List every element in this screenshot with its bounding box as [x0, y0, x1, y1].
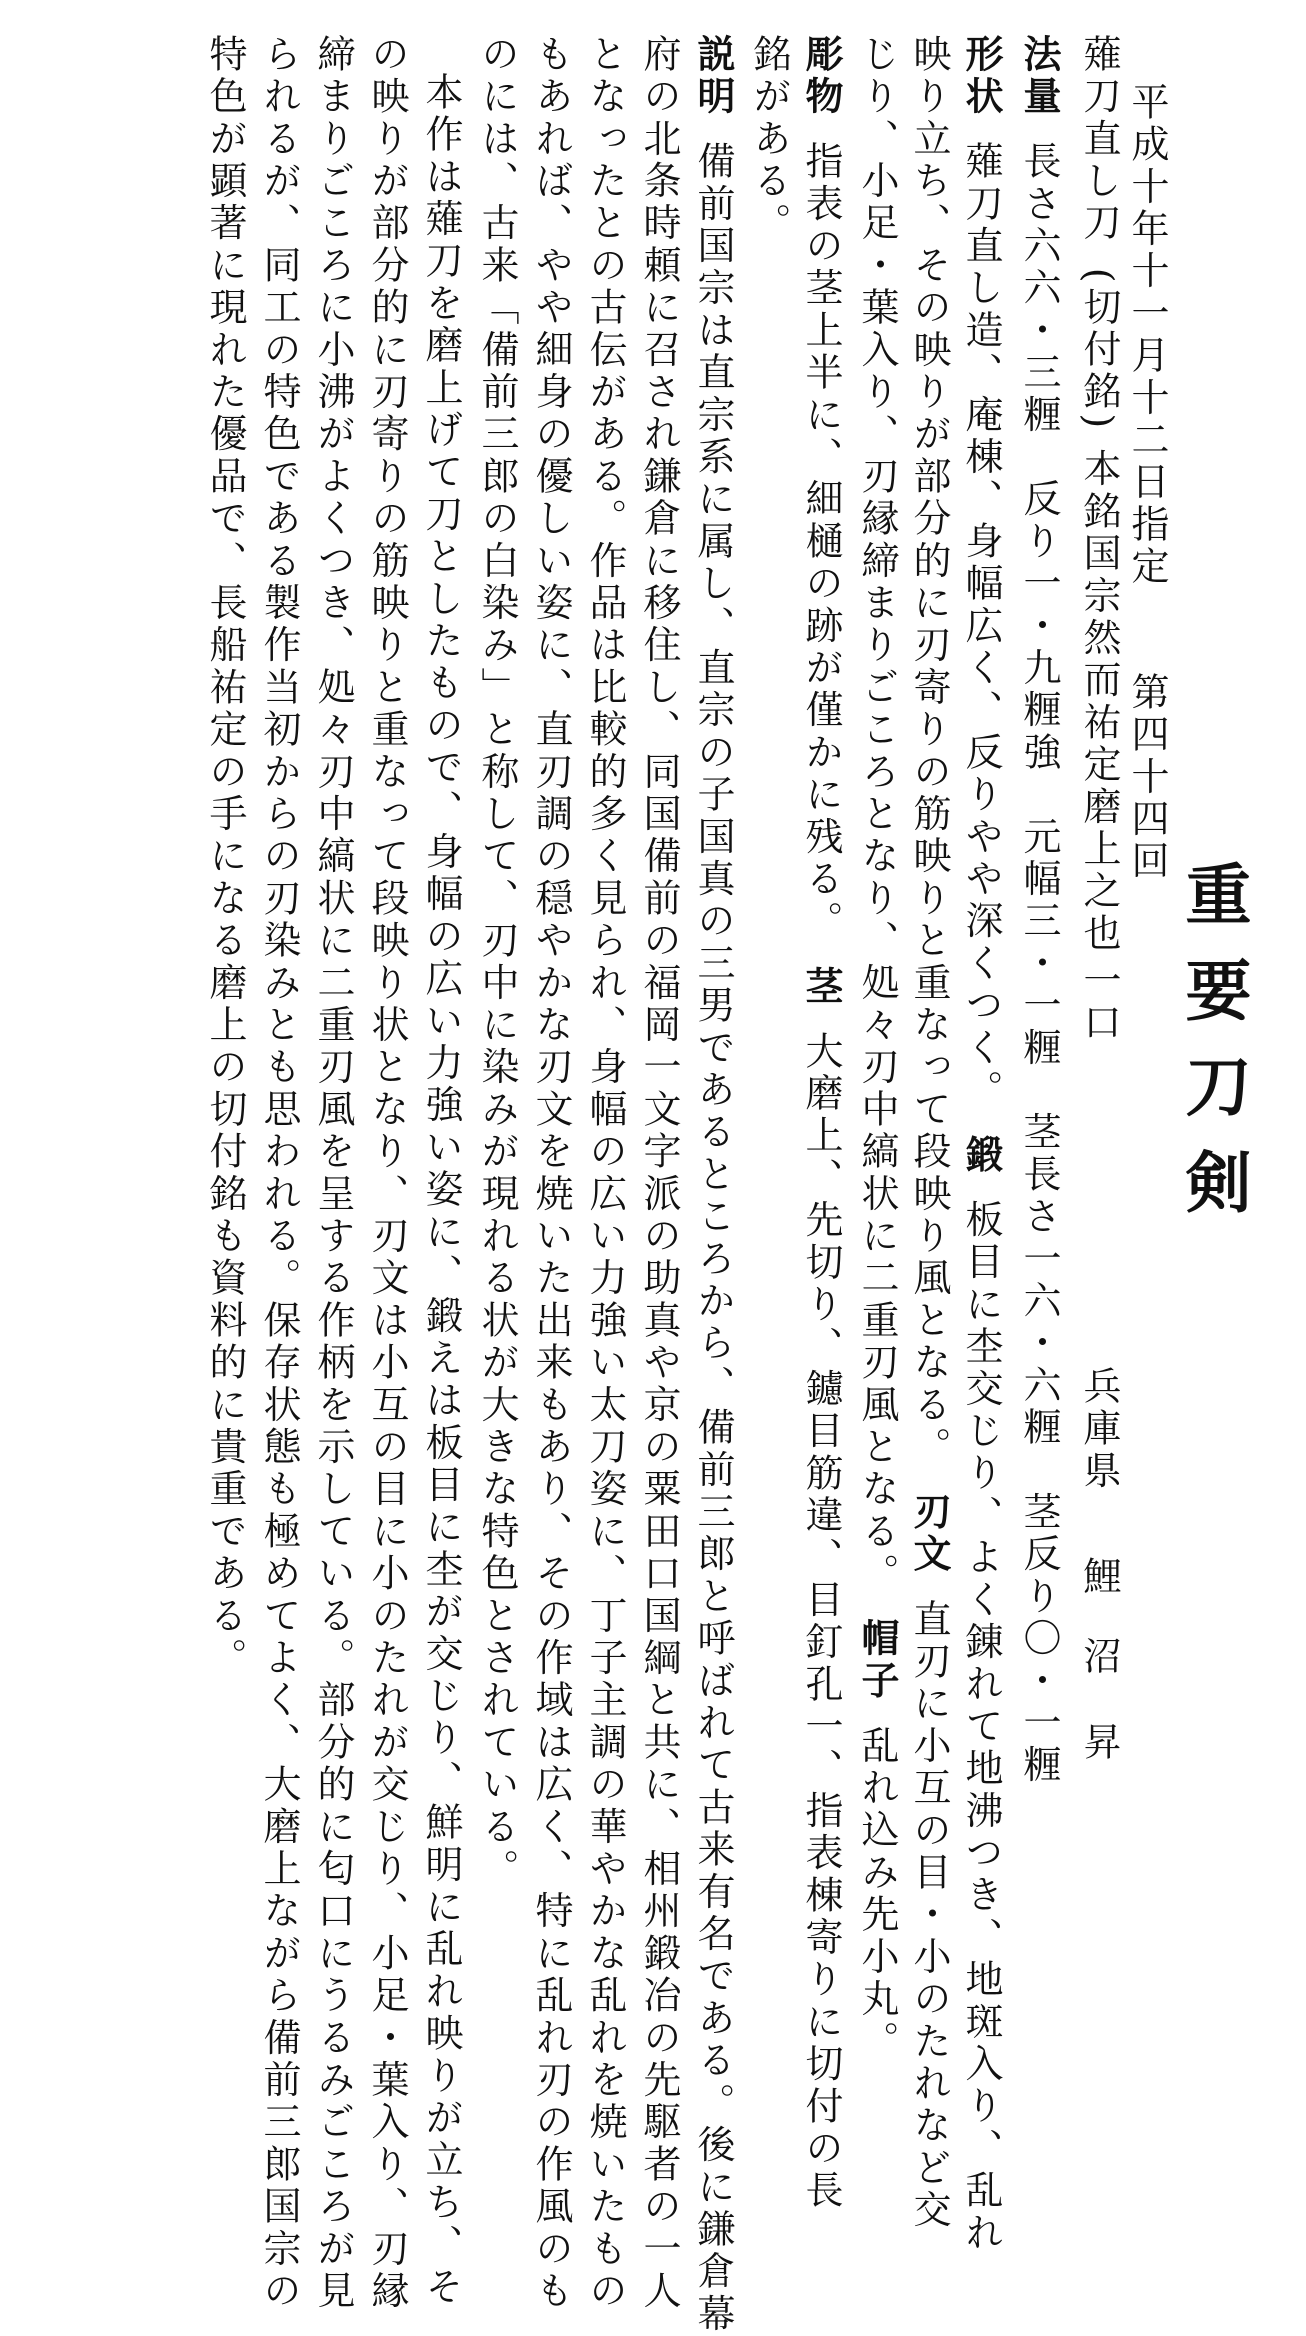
kitae-heading: 鍛	[959, 1134, 1003, 1177]
explanation-line-8: 締まりごころに小沸がよくつき、処々刃中縞状に二重刃風を呈する作柄を示している。部分的に匂口にうるみごころが見	[311, 34, 355, 2313]
page-title: 重要刀剣	[1174, 860, 1252, 1244]
dimensions-text: 長さ六六・三糎 反り一・九糎強 元幅三・一糎 茎長さ一六・六糎 茎反り〇・一糎	[1017, 141, 1061, 1788]
owner-prefecture: 兵庫県	[1077, 1366, 1121, 1493]
explanation-line-10: 特色が顕著に現れた優品で、長船祐定の手になる磨上の切付銘も資料的に貴重である。	[203, 34, 247, 1680]
explanation-line-3: となったとの古伝がある。作品は比較的多く見られ、身幅の広い力強い太刀姿に、丁子主調の華やかな乱れを焼いたもの	[583, 34, 627, 2313]
explanation-line-1	[691, 34, 735, 2336]
boushi-text: 乱れ込み先小丸。	[855, 1725, 899, 2064]
header-column	[1125, 82, 1169, 883]
kitae-text-1: 板目に杢交じり、よく錬れて地沸つき、地斑入り、乱れ	[959, 1199, 1003, 2255]
shape-text: 薙刀直し造、庵棟、身幅広く、反りやや深くつく。	[959, 141, 1003, 1112]
horimono-line-1	[799, 34, 843, 2213]
item-count: 一口	[1077, 960, 1121, 1045]
shape-heading: 形状	[959, 34, 1003, 119]
owner-name-1: 鯉	[1077, 1556, 1121, 1599]
nakago-text-1: 大磨上、先切り、鑢目筋違、目釘孔一、指表棟寄りに切付の長	[799, 1030, 843, 2213]
dimensions-heading: 法量	[1017, 34, 1061, 119]
owner-name-3: 昇	[1077, 1722, 1121, 1765]
item-inscription: (切付銘) 本銘国宗然而祐定磨上之也	[1077, 267, 1121, 956]
shape-line-1	[959, 34, 1003, 2255]
explanation-line-5: のには、古来「備前三郎の白染み」と称して、刃中に染みが現れる状が大きな特色とされている。	[475, 34, 519, 1891]
boushi-heading: 帽子	[855, 1618, 899, 1703]
nakago-heading: 茎	[799, 965, 843, 1009]
horimono-heading: 彫物	[799, 34, 843, 119]
kitae-text-2: 映り立ち、その映りが部分的に刃寄りの筋映りと重なって段映り風となる。	[907, 34, 951, 1469]
shape-line-3	[855, 34, 899, 2064]
explanation-line-2: 府の北条時頼に召され鎌倉に移住し、同国備前の福岡一文字派の助真や京の粟田口国綱と共に、相州鍛冶の先駆者の一人	[637, 34, 681, 2313]
hamon-text-2: じり、小足・葉入り、刃縁締まりごころとなり、処々刃中縞状に二重刃風となる。	[855, 34, 899, 1596]
designation-date: 平成十年十一月十二日指定	[1125, 82, 1169, 589]
shape-line-2	[907, 34, 951, 2232]
horimono-line-2	[747, 34, 791, 245]
hamon-heading: 刃文	[907, 1491, 951, 1577]
explanation-line-7: の映りが部分的に刃寄りの筋映りと重なって段映り状となり、刃文は小互の目に小のたれが交じり、小足・葉入り、刃縁	[365, 34, 409, 2313]
explanation-line-9: られるが、同工の特色である製作当初からの刃染みとも思われる。保存状態も極めてよく、大磨上ながら備前三郎国宗の	[257, 34, 301, 2313]
item-column	[1077, 34, 1121, 956]
owner	[1077, 1366, 1121, 1493]
nakago-text-2: 銘がある。	[747, 34, 791, 245]
dimensions-line	[1017, 34, 1061, 1788]
explanation-text-1: 備前国宗は直宗系に属し、直宗の子国真の三男であるところから、備前三郎と呼ばれて古来有名である。後に鎌倉幕	[691, 141, 735, 2336]
explanation-line-6: 本作は薙刀を磨上げて刀としたもので、身幅の広い力強い姿に、鍛えは板目に杢が交じり、鮮明に乱れ映りが立ち、そ	[419, 72, 463, 2309]
session-number: 第四十四回	[1125, 672, 1169, 883]
explanation-line-4: もあれば、やや細身の優しい姿に、直刃調の穏やかな刃文を焼いた出来もあり、その作域は広く、特に乱れ刃の作風のも	[529, 34, 573, 2313]
hamon-text-1: 直刃に小互の目・小のたれなど交	[907, 1598, 951, 2232]
item-name: 薙刀直し刀	[1077, 34, 1121, 245]
explanation-heading: 説明	[691, 34, 735, 119]
horimono-text: 指表の茎上半に、細樋の跡が僅かに残る。	[799, 141, 843, 944]
owner-name-2: 沼	[1077, 1636, 1121, 1679]
